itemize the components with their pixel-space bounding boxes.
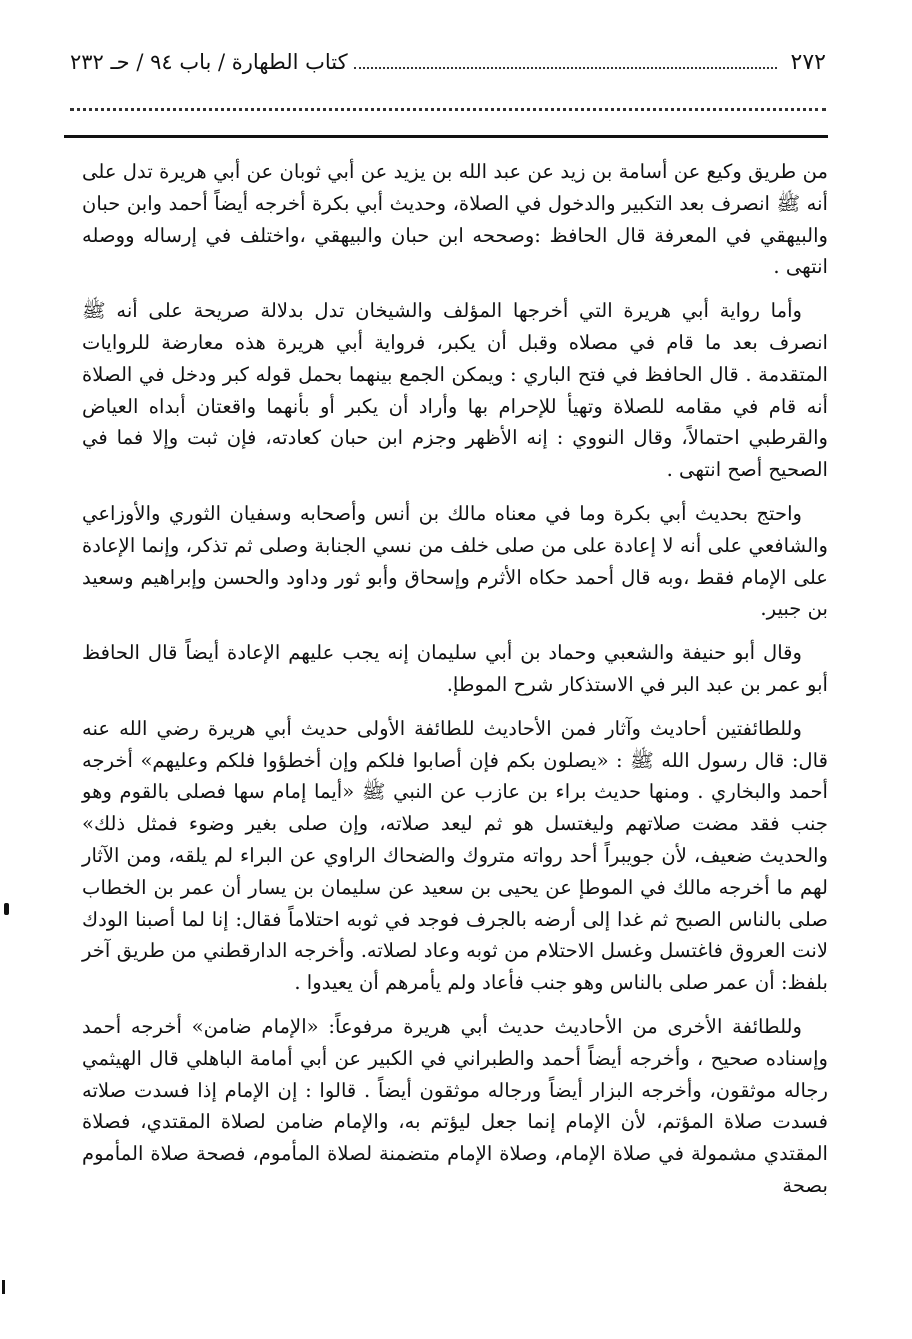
- page-number: ٢٧٢: [790, 49, 826, 75]
- scan-edge-mark: [2, 1280, 5, 1294]
- running-title: كتاب الطهارة / باب ٩٤ / حـ ٢٣٢: [70, 50, 348, 74]
- header-dot-leader: [354, 55, 777, 69]
- paragraph: وأما رواية أبي هريرة التي أخرجها المؤلف والشيخان تدل بدلالة صريحة على أنه ﷺ انصرف بعد ما قام في مصلاه وقبل أن يكبر، فرواية أبي هريرة هذه معارضة للروايات المتقدمة . قال الحافظ في فتح الباري : ويمكن الجمع بينهما بحمل قوله كبر ودخل في الصلاة أنه قام في مقامه للصلاة وتهيأ للإحرام بها وأراد أن يكبر أو بأنهما واقعتان أبداه العياض والقرطبي احتمالاً، وقال النووي : إنه الأظهر وجزم ابن حبان كعادته، فإن ثبت وإلا فما في الصحيح أصح انتهى .: [82, 299, 828, 482]
- paragraph: وللطائفتين أحاديث وآثار فمن الأحاديث للطائفة الأولى حديث أبي هريرة رضي الله عنه قال: قال رسول الله ﷺ : «يصلون بكم فإن أصابوا فلكم وإن أخطؤوا فلكم وعليهم» أخرجه أحمد والبخاري . ومنها حديث براء بن عازب عن النبي ﷺ «أيما إمام سها فصلى بالقوم وهو جنب فقد مضت صلاتهم وليغتسل هو ثم ليعد صلاته، وإن صلى بغير وضوء فمثل ذلك» والحديث ضعيف، لأن جويبراً أحد رواته متروك والضحاك الراوي عن البراء لم يلقه، ومن الآثار لهم ما أخرجه مالك في الموطإ عن يحيى بن سعيد عن سليمان بن يسار أن عمر بن الخطاب صلى بالناس الصبح ثم غدا إلى أرضه بالجرف فوجد في ثوبه احتلاماً فقال: إنا لما أصبنا الودك لانت العروق فاغتسل وغسل الاحتلام من ثوبه وعاد لصلاته. وأخرجه الدارقطني من طريق آخر بلفظ: أن عمر صلى بالناس وهو جنب فأعاد ولم يأمرهم أن يعيدوا .: [82, 716, 828, 995]
- header-rule: [64, 135, 828, 138]
- paragraph: وقال أبو حنيفة والشعبي وحماد بن أبي سليمان إنه يجب عليهم الإعادة أيضاً قال الحافظ أبو عمر بن عبد البر في الاستذكار شرح الموطإ.: [82, 641, 828, 696]
- body-text: [82, 156, 828, 1214]
- dotted-separator: [70, 108, 826, 111]
- running-header: [70, 44, 826, 80]
- scan-edge-mark: [4, 903, 9, 915]
- paragraph: من طريق وكيع عن أسامة بن زيد عن عبد الله بن يزيد عن أبي ثوبان عن أبي هريرة تدل على أنه ﷺ انصرف بعد التكبير والدخول في الصلاة، وحديث أبي بكرة أخرجه أيضاً أحمد وابن حبان والبيهقي في المعرفة قال الحافظ :وصححه ابن حبان والبيهقي ،واختلف في إرساله ووصله انتهى .: [82, 160, 828, 279]
- paragraph: واحتج بحديث أبي بكرة وما في معناه مالك بن أنس وأصحابه وسفيان الثوري والأوزاعي والشافعي على أنه لا إعادة على من صلى خلف من نسي الجنابة وصلى ثم تذكر، وإنما الإعادة على الإمام فقط ،وبه قال أحمد حكاه الأثرم وإسحاق وأبو ثور وداود والحسن وإبراهيم وسعيد بن جبير.: [82, 501, 828, 621]
- paragraph: وللطائفة الأخرى من الأحاديث حديث أبي هريرة مرفوعاً: «الإمام ضامن» أخرجه أحمد وإسناده صحيح ، وأخرجه أيضاً أحمد والطبراني في الكبير عن أبي أمامة الباهلي قال الهيثمي رجاله موثقون، وأخرجه البزار أيضاً ورجاله موثقون أيضاً . قالوا : إن الإمام إذا فسدت صلاته فسدت صلاة المؤتم، لأن الإمام إنما جعل ليؤتم به، والإمام ضامن لصلاة المقتدي، فصلاة المقتدي مشمولة في صلاة الإمام، وصلاة الإمام متضمنة لصلاة المأموم، فصحة صلاة المأموم بصحة: [82, 1014, 828, 1197]
